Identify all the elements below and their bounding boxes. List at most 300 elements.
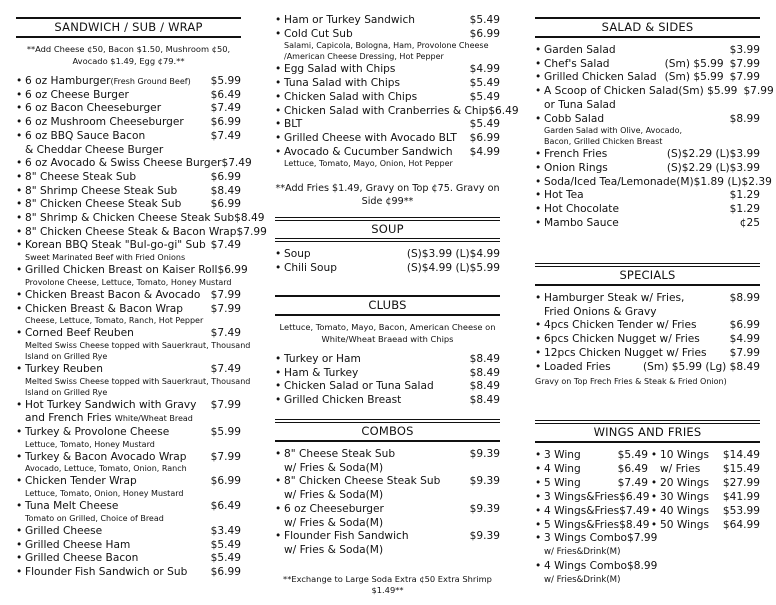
wing-row <box>535 505 760 519</box>
item-name-text: Chicken Breast Bacon & Avocado <box>25 288 201 301</box>
item-continuation-text: w/ Fries & Soda(M) <box>284 543 384 556</box>
item-description: Lettuce, Tomato, Onion, Honey Mustard <box>25 489 184 499</box>
item-name-text: 8" Chicken Cheese Steak Sub <box>284 475 441 488</box>
bullet-icon: • <box>275 248 282 260</box>
item-price: $6.99 <box>469 131 500 144</box>
menu-item <box>16 89 241 103</box>
item-name-text: 12pcs Chicken Nugget w/ Fries <box>544 346 707 359</box>
bullet-icon: • <box>535 360 542 373</box>
item-price: $7.49 <box>210 327 241 340</box>
wing-row <box>535 463 760 477</box>
item-name <box>25 327 211 341</box>
bullet-icon: • <box>275 366 282 379</box>
bullet-icon: • <box>535 559 542 572</box>
item-name-text: A Scoop of Chicken Salad <box>544 85 679 98</box>
menu-item <box>16 264 248 278</box>
item-name <box>25 525 211 539</box>
item-name <box>25 75 211 89</box>
item-small-price: (Sm) $5.99 <box>664 57 724 70</box>
item-price: $5.49 <box>469 14 500 26</box>
item-name-text: Ham & Turkey <box>284 366 359 379</box>
section-combos <box>275 419 500 605</box>
bullet-icon: • <box>16 552 23 565</box>
item-name <box>284 394 470 408</box>
menu-item <box>275 475 500 489</box>
section-title: SOUP <box>275 217 500 242</box>
item-name-text: 4pcs Chicken Tender w/ Fries <box>544 319 697 332</box>
item-continuation-text: and French Fries <box>25 412 115 425</box>
item-price: $8.49 <box>469 394 500 407</box>
item-continuation <box>535 99 760 113</box>
item-name <box>25 303 211 317</box>
menu-item <box>16 75 241 89</box>
item-name <box>284 380 470 394</box>
bullet-icon: • <box>650 476 658 489</box>
item-name <box>284 530 470 544</box>
wing-combo-name <box>544 532 760 546</box>
bullet-icon: • <box>16 239 23 252</box>
item-name-text: Flounder Fish Sandwich or Sub <box>25 565 188 578</box>
item-price: $8.99 <box>729 112 760 125</box>
item-description: Lettuce, Tomato, Mayo, Onion, Hot Pepper <box>284 159 453 169</box>
item-name-text: Tuna Melt Cheese <box>25 500 119 513</box>
menu-item <box>16 327 241 341</box>
item-continuation <box>16 412 241 426</box>
item-name-text: Chicken Salad with Chips <box>284 90 418 103</box>
item-name <box>544 58 665 72</box>
item-name <box>544 162 667 176</box>
item-name-text: Cobb Salad <box>544 112 605 125</box>
item-name-text: Chef's Salad <box>544 57 610 70</box>
bullet-icon: • <box>535 346 542 359</box>
menu-item <box>275 104 519 119</box>
item-description: Tomato on Grilled, Choice of Bread <box>25 513 164 523</box>
item-price: $5.49 <box>469 90 500 103</box>
bullet-icon: • <box>275 131 282 144</box>
bullet-icon: • <box>275 104 282 117</box>
wing-price: $7.49 <box>617 476 648 489</box>
item-price: $6.99 <box>210 170 241 183</box>
section-title: CLUBS <box>275 295 500 316</box>
item-price: $9.39 <box>469 475 500 488</box>
menu-item <box>16 102 241 116</box>
bullet-icon: • <box>16 129 23 142</box>
menu-item <box>275 448 500 462</box>
item-name-text: Turkey & Bacon Avocado Wrap <box>25 450 187 463</box>
item-name <box>25 552 211 566</box>
menu-item <box>16 212 265 226</box>
item-name-text: French Fries <box>544 148 608 161</box>
menu-item <box>16 525 241 539</box>
item-name <box>284 118 470 132</box>
wing-name: 20 Wings <box>660 476 709 489</box>
item-name-text: Chicken Salad or Tuna Salad <box>284 380 434 393</box>
menu-item <box>16 500 241 514</box>
item-name <box>544 85 678 99</box>
item-description: Lettuce, Tomato, Honey Mustard <box>25 439 155 449</box>
item-name-text: 6 oz Mushroom Cheeseburger <box>25 116 184 129</box>
item-description: Salami, Capicola, Bologna, Ham, Provolone Cheese <box>284 41 489 51</box>
item-name-text: Grilled Chicken Breast <box>284 394 402 407</box>
bullet-icon: • <box>535 292 542 304</box>
item-name <box>544 176 676 190</box>
item-name-text: Tuna Salad with Chips <box>284 77 401 90</box>
menu-item <box>16 363 241 377</box>
item-name-text: 6pcs Chicken Nugget w/ Fries <box>544 333 700 346</box>
bullet-icon: • <box>16 524 23 537</box>
bullet-icon: • <box>535 449 542 461</box>
wing-row <box>535 519 760 533</box>
menu-item <box>535 175 772 190</box>
menu-item <box>16 426 241 440</box>
wing-name: 3 Wings&Fries <box>544 490 620 503</box>
item-name <box>25 116 211 130</box>
item-name <box>25 451 211 465</box>
menu-item <box>535 44 760 58</box>
item-price: $7.99 <box>210 288 241 301</box>
item-price: $9.39 <box>469 530 500 543</box>
item-name-text: Turkey & Provolone Cheese <box>25 426 170 439</box>
item-price: (Sm) $5.99 (Lg) $8.49 <box>643 360 760 373</box>
bullet-icon: • <box>275 394 282 407</box>
item-continuation-text: w/ Fries & Soda(M) <box>284 489 384 502</box>
item-price: $7.49 <box>210 362 241 375</box>
item-name-note: (Fresh Ground Beef) <box>110 77 191 86</box>
item-name <box>284 146 470 160</box>
item-name <box>284 105 488 119</box>
item-continuation-text: & Cheddar Cheese Burger <box>25 143 164 156</box>
item-description: /American Cheese Dressing, Hot Pepper <box>284 52 444 62</box>
item-name-text: Soda/Iced Tea/Lemonade <box>544 175 677 188</box>
item-name-text: 8" Chicken Cheese Steak & Bacon Wrap <box>25 225 237 238</box>
item-name-text: Grilled Chicken Salad <box>544 71 657 84</box>
item-name <box>284 248 407 262</box>
item-name-text: Korean BBQ Steak "Bul-go-gi" Sub <box>25 239 206 252</box>
item-name <box>25 171 211 185</box>
menu-item <box>16 552 241 566</box>
wing-price: $41.99 <box>722 490 760 503</box>
bullet-icon: • <box>535 203 542 216</box>
item-name-text: 8" Shrimp & Chicken Cheese Steak Sub <box>25 212 235 225</box>
item-price: $4.99 <box>729 333 760 346</box>
item-name <box>25 363 211 377</box>
item-name <box>284 14 470 28</box>
wing-price: $6.49 <box>619 490 650 503</box>
menu-item <box>535 162 760 176</box>
bullet-icon: • <box>535 112 542 125</box>
item-name-text: Grilled Chicken Breast on Kaiser Roll <box>25 264 218 277</box>
item-name <box>25 226 237 240</box>
menu-item <box>535 85 774 99</box>
item-name-text: 6 oz Cheese Burger <box>25 88 129 101</box>
item-name <box>25 426 211 440</box>
section-note: Lettuce, Tomato, Mayo, Bacon, American Cheese on White/Wheat Braead with Chips <box>279 322 496 344</box>
section-clubs <box>275 295 500 408</box>
section-specials <box>535 263 760 388</box>
bullet-icon: • <box>535 71 542 84</box>
bullet-icon: • <box>275 475 282 488</box>
bullet-icon: • <box>275 27 282 40</box>
menu-item <box>535 203 760 217</box>
item-name <box>544 44 730 58</box>
bullet-icon: • <box>275 118 282 131</box>
wing-name: 10 Wings <box>660 449 709 461</box>
bullet-icon: • <box>16 264 23 277</box>
bullet-icon: • <box>275 90 282 103</box>
wing-combo-text: 4 Wings Combo <box>544 559 628 572</box>
item-name-text: Egg Salad with Chips <box>284 63 396 76</box>
item-name-text: Grilled Cheese Ham <box>25 538 131 551</box>
item-name <box>25 157 221 171</box>
item-name-text: 8" Cheese Steak Sub <box>284 448 396 460</box>
menu-item <box>275 91 500 105</box>
item-continuation <box>275 544 500 558</box>
bullet-icon: • <box>16 475 23 488</box>
item-name <box>544 217 740 231</box>
item-name <box>25 89 211 103</box>
item-price: $7.49 <box>210 102 241 115</box>
menu-item <box>275 77 500 91</box>
item-name-text: 8" Chicken Cheese Steak Sub <box>25 198 182 211</box>
item-name-text: Chicken Salad with Cranberries & Chip <box>284 104 489 117</box>
section-soup <box>275 217 500 275</box>
item-name-text: Hot Tea <box>544 189 584 202</box>
bullet-icon: • <box>275 380 282 393</box>
item-continuation <box>535 306 760 320</box>
item-small-price: (Sm) $5.99 <box>678 85 738 98</box>
bullet-icon: • <box>535 504 542 517</box>
item-price: $6.99 <box>210 565 241 578</box>
item-small-price: (Sm) $5.99 <box>664 71 724 84</box>
bullet-icon: • <box>535 532 542 545</box>
item-name-text: Grilled Cheese <box>25 524 103 537</box>
item-continuation-text: or Tuna Salad <box>544 98 616 111</box>
section-footer-note: **Add Fries $1.49, Gravy on Top ¢75. Gravy on Side ¢99** <box>275 183 500 207</box>
item-name <box>544 319 730 333</box>
item-description: Garden Salad with Olive, Avocado, <box>544 126 683 136</box>
menu-item <box>275 28 500 42</box>
item-price: $6.99 <box>210 116 241 129</box>
item-name-text: Ham or Turkey Sandwich <box>284 14 415 26</box>
bullet-icon: • <box>16 225 23 238</box>
item-price: $8.49 <box>234 212 265 225</box>
menu-item <box>275 118 500 132</box>
item-price: $5.49 <box>469 77 500 90</box>
menu-item <box>535 189 760 203</box>
item-name <box>25 475 211 489</box>
wing-item-left <box>535 519 648 533</box>
bullet-icon: • <box>16 102 23 115</box>
section-footer-note: Gravy on Top Frech Fries & Steak & Fried Onion) <box>535 377 727 387</box>
wing-combo-price: $7.99 <box>627 532 658 545</box>
bullet-icon: • <box>16 500 23 513</box>
wing-price: $5.49 <box>617 449 648 461</box>
bullet-icon: • <box>650 449 658 461</box>
item-name <box>25 264 217 278</box>
wing-item-right <box>648 519 760 533</box>
item-price: $1.29 <box>729 189 760 202</box>
item-price: $6.49 <box>210 88 241 101</box>
item-name <box>544 292 730 306</box>
section-footer-note: **Exchange to Large Soda Extra ¢50 Extra Shrimp $1.49** <box>283 573 492 596</box>
item-continuation-text: w/ Fries & Soda(M) <box>284 516 384 529</box>
wing-item-left <box>535 449 648 463</box>
item-price: $8.49 <box>469 380 500 393</box>
item-price: $5.49 <box>210 538 241 551</box>
section-title: COMBOS <box>275 419 500 442</box>
wing-price: $64.99 <box>722 518 760 531</box>
item-name-text: Soup <box>284 248 311 260</box>
wing-combo <box>535 560 760 574</box>
item-price: $9.39 <box>469 448 500 460</box>
wing-name: 4 Wings&Fries <box>544 504 620 517</box>
item-price: $7.49 <box>210 129 241 142</box>
item-description: Cheese, Lettuce, Tomato, Ranch, Hot Pepper <box>25 316 204 326</box>
bullet-icon: • <box>16 362 23 375</box>
menu-item <box>275 14 500 28</box>
item-description: Melted Swiss Cheese topped with Sauerkraut, Thousand <box>25 376 251 386</box>
menu-item <box>16 198 241 212</box>
bullet-icon: • <box>535 490 542 503</box>
bullet-icon: • <box>275 14 282 26</box>
item-name <box>284 475 470 489</box>
item-name-text: Turkey Reuben <box>25 362 103 375</box>
item-name-text: Turkey or Ham <box>284 353 361 365</box>
item-price: $7.99 <box>729 57 760 70</box>
item-continuation <box>275 462 500 476</box>
menu-item <box>535 292 760 306</box>
menu-item <box>16 289 241 303</box>
item-name <box>25 399 211 413</box>
section-salad-sides <box>535 17 774 230</box>
menu-item <box>16 171 241 185</box>
bullet-icon: • <box>275 502 282 515</box>
item-continuation-text: w/ Fries & Soda(M) <box>284 461 384 474</box>
menu-item <box>275 132 500 146</box>
item-price: $4.99 <box>469 145 500 158</box>
item-price: $5.99 <box>210 426 241 439</box>
menu-item <box>16 303 241 317</box>
menu-item <box>16 566 241 580</box>
wing-name: 5 Wings&Fries <box>544 518 620 531</box>
bullet-icon: • <box>535 476 542 489</box>
section-sandwich-sub-wrap <box>16 17 267 580</box>
item-name <box>284 262 407 276</box>
item-continuation <box>16 144 241 158</box>
item-name <box>544 333 730 347</box>
item-name <box>544 189 730 203</box>
wing-price: $7.49 <box>619 504 650 517</box>
item-price: (M)$1.89 (L)$2.39 <box>676 175 772 188</box>
item-name-text: Cold Cut Sub <box>284 27 353 40</box>
bullet-icon: • <box>650 504 658 517</box>
item-name <box>284 63 470 77</box>
menu-item <box>16 399 241 413</box>
menu-item <box>535 361 760 375</box>
item-price: $5.99 <box>210 75 241 87</box>
menu-item <box>16 539 241 553</box>
item-description: Island on Grilled Rye <box>25 351 108 361</box>
item-price: $7.99 <box>236 225 267 238</box>
menu-item <box>16 157 252 171</box>
bullet-icon: • <box>535 319 542 332</box>
bullet-icon: • <box>275 353 282 365</box>
item-price: $7.99 <box>210 398 241 411</box>
bullet-icon: • <box>16 212 23 225</box>
item-name-text: Chicken Tender Wrap <box>25 475 137 488</box>
bullet-icon: • <box>16 184 23 197</box>
wing-item-right <box>648 491 760 505</box>
wing-row <box>535 477 760 491</box>
item-price: ¢25 <box>739 216 760 229</box>
menu-item <box>275 262 500 276</box>
wing-item-left <box>535 463 648 477</box>
item-name <box>544 148 667 162</box>
item-name <box>284 503 470 517</box>
item-name <box>544 71 665 85</box>
bullet-icon: • <box>275 77 282 90</box>
wing-name: 5 Wing <box>544 476 581 489</box>
item-continuation-note: White/Wheat Bread <box>114 414 193 424</box>
bullet-icon: • <box>275 63 282 76</box>
item-name <box>25 212 234 226</box>
bullet-icon: • <box>16 565 23 578</box>
wing-name: 40 Wings <box>660 504 709 517</box>
menu-item <box>535 333 760 347</box>
item-name <box>544 203 730 217</box>
item-name-text: Grilled Cheese Bacon <box>25 552 139 565</box>
section-sandwich-continued <box>275 14 519 216</box>
item-name <box>544 347 730 361</box>
menu-item <box>16 185 241 199</box>
wing-combo-name <box>544 560 760 574</box>
item-name-text: BLT <box>284 118 303 131</box>
wing-name: 3 Wing <box>544 449 581 461</box>
menu-item <box>275 353 500 367</box>
wing-price: $14.49 <box>722 449 760 461</box>
item-price: $6.99 <box>469 27 500 40</box>
wing-combo-text: 3 Wings Combo <box>544 532 628 545</box>
menu-item <box>16 116 241 130</box>
wing-combo-continuation: w/ Fries&Drink(M) <box>544 547 621 558</box>
bullet-icon: • <box>650 490 658 503</box>
bullet-icon <box>648 463 660 477</box>
wing-combo <box>535 532 760 546</box>
item-price: $3.99 <box>729 44 760 56</box>
item-price: (S)$4.99 (L)$5.99 <box>406 261 500 274</box>
item-name <box>284 353 470 367</box>
item-price: $4.99 <box>469 63 500 76</box>
wing-row <box>535 449 760 463</box>
item-name-text: Garden Salad <box>544 44 616 56</box>
item-price: $9.39 <box>469 502 500 515</box>
item-name-text: Onion Rings <box>544 161 608 174</box>
item-name-text: 6 oz Cheeseburger <box>284 502 384 515</box>
item-price: $6.49 <box>210 500 241 513</box>
item-price: $6.99 <box>210 475 241 488</box>
bullet-icon: • <box>16 116 23 129</box>
item-name <box>25 500 211 514</box>
wing-item-right <box>648 505 760 519</box>
wing-combo-continuation: w/ Fries&Drink(M) <box>544 574 621 585</box>
item-name-text: Hamburger Steak w/ Fries, <box>544 292 685 304</box>
bullet-icon: • <box>275 261 282 274</box>
bullet-icon: • <box>535 333 542 346</box>
wing-name: w/ Fries <box>660 462 701 475</box>
menu-item <box>535 148 760 162</box>
menu-item <box>535 347 760 361</box>
wing-price: $6.49 <box>617 462 648 475</box>
